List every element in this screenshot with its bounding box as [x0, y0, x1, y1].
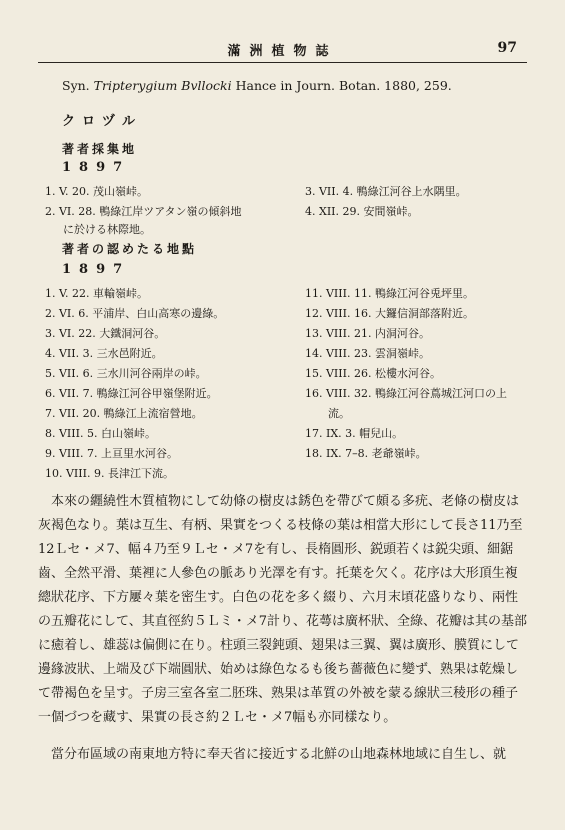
observed-record: 4. VII. 3. 三水邑附近。 [45, 347, 163, 360]
collection-record: 2. VI. 28. 鴨綠江岸ツアタン嶺の傾斜地 [45, 205, 242, 218]
synonym-name: Tripterygium Bvllocki [93, 78, 232, 93]
observed-heading: 著者の認めたる地點 [62, 242, 198, 256]
body-text [38, 490, 528, 767]
observed-record: 18. IX. 7–8. 老爺嶺峠。 [305, 447, 427, 460]
collection-record: 4. XII. 29. 安間嶺峠。 [305, 205, 419, 218]
collection-record: 3. VII. 4. 鴨綠江河谷上水隅里。 [305, 185, 467, 198]
observed-record: 5. VII. 6. 三水川河谷兩岸の峠。 [45, 367, 207, 380]
observed-record: 2. VI. 6. 平浦岸、白山高寒の邊綠。 [45, 307, 225, 320]
japanese-name: クロヅル [62, 114, 143, 129]
synonym-line [62, 78, 452, 93]
header-rule [38, 62, 527, 63]
collection-year: 1897 [62, 160, 131, 175]
observed-record: 9. VIII. 7. 上亘里水河谷。 [45, 447, 178, 460]
paragraph: 本來の纒繞性木質植物にして幼條の樹皮は銹色を帶びて頗る多疣、老條の樹皮は灰褐色なり。葉は互生、有柄、果實をつくる枝條の葉は相當大形にして長さ11乃至12Ｌセ・メ7、幅４乃至９Ｌセ・メ7を有し、長楕圓形、鋭頭若くは鋭尖頭、細鋸齒、全然平滑、葉裡に人參色の脈あり光澤を有す。托葉を欠く。花序は大形頂生複總狀花序、下方屢々葉を密生す。白色の花を多く綴り、六月末頃花盛りなり、兩性の五瓣花にして、其直徑約５Ｌミ・メ7計り、花蕚は廣杯狀、全綠、花瓣は其の基部に癒着し、雄蕊は偏側に在り。柱頭三裂鈍頭、翅果は三翼、翼は廣形、膜質にして邊緣波狀、上端及び下端圓狀、始めは綠色なるも後ち薔薇色に變ず、熟果は乾燥して帶褐色を呈す。子房三室各室二胚珠、熟果は革質の外被を蒙る線狀三稜形の種子一個づつを藏す、果實の長さ約２Ｌセ・メ7幅も亦同樣なり。 [38, 494, 528, 725]
synonym-citation: Hance in Journ. Botan. 1880, 259. [235, 78, 452, 93]
paragraph: 當分布區域の南東地方特に奉天省に接近する北鮮の山地森林地域に自生し、就 [51, 747, 507, 762]
observed-record: 16. VIII. 32. 鴨綠江河谷蔦城江河口の上 [305, 387, 507, 400]
observed-record: 3. VI. 22. 大鐵洞河谷。 [45, 327, 166, 340]
observed-record: 11. VIII. 11. 鴨綠江河谷兎坪里。 [305, 287, 474, 300]
collection-heading: 著者採集地 [62, 142, 138, 156]
observed-record: 流。 [328, 407, 350, 420]
page-number: 97 [497, 40, 517, 56]
running-title: 滿洲植物誌 [227, 44, 338, 59]
observed-record: 10. VIII. 9. 長津江下流。 [45, 467, 174, 480]
observed-record: 17. IX. 3. 帽兒山。 [305, 427, 404, 440]
observed-record: 1. V. 22. 車輸嶺峠。 [45, 287, 148, 300]
page-header [0, 40, 565, 60]
observed-record: 8. VIII. 5. 白山嶺峠。 [45, 427, 156, 440]
synonym-prefix: Syn. [62, 78, 90, 93]
collection-record: 1. V. 20. 茂山嶺峠。 [45, 185, 148, 198]
observed-record: 6. VII. 7. 鴨綠江河谷甲嶺堡附近。 [45, 387, 218, 400]
observed-record: 7. VII. 20. 鴨綠江上流宿營地。 [45, 407, 203, 420]
observed-year: 1897 [62, 262, 131, 277]
observed-record: 13. VIII. 21. 内洞河谷。 [305, 327, 430, 340]
observed-record: 14. VIII. 23. 雲洞嶺峠。 [305, 347, 430, 360]
observed-record: 12. VIII. 16. 大鑼信洞部落附近。 [305, 307, 474, 320]
observed-record: 15. VIII. 26. 松樓水河谷。 [305, 367, 441, 380]
collection-record: に於ける林際地。 [63, 223, 151, 236]
